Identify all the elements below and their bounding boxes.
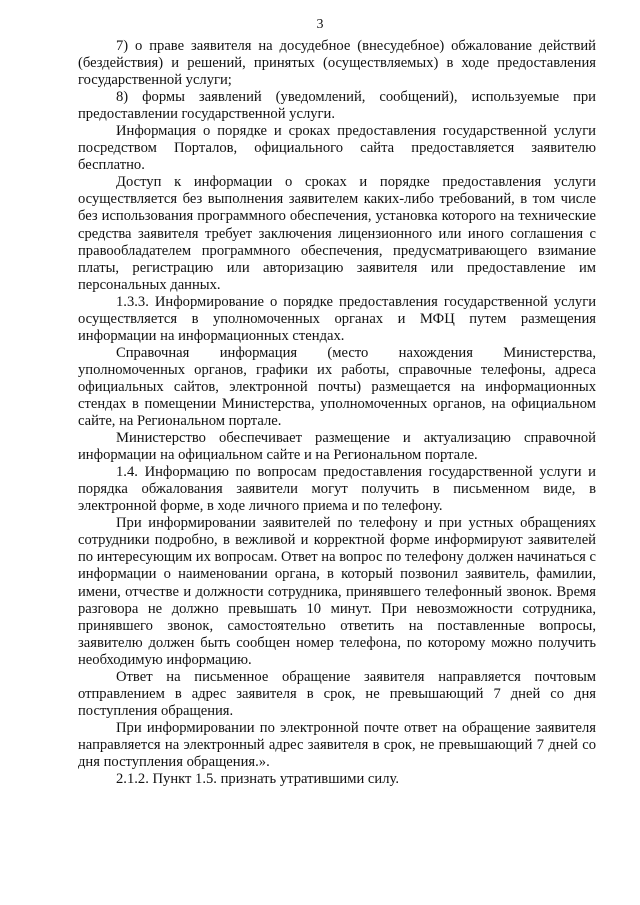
paragraph-written-reply: Ответ на письменное обращение заявителя направляется почтовым отправлением в адрес заявителя в срок, не превышающий 7 дней со дня поступления обращения. [78,668,596,719]
paragraph-1-3-3: 1.3.3. Информирование о порядке предоставления государственной услуги осуществляется в уполномоченных органах и МФЦ путем размещения информации на информационных стендах. [78,293,596,344]
paragraph-item-8: 8) формы заявлений (уведомлений, сообщений), используемые при предоставлении государственной услуги. [78,89,596,123]
page-number: 3 [316,17,324,32]
paragraph-ministry-updates: Министерство обеспечивает размещение и актуализацию справочной информации на официальном сайте и на Региональном портале. [78,430,596,464]
paragraph-email-reply: При информировании по электронной почте ответ на обращение заявителя направляется на электронный адрес заявителя в срок, не превышающий 7 дней со дня поступления обращения.». [78,719,596,770]
paragraph-item-7: 7) о праве заявителя на досудебное (внесудебное) обжалование действий (бездействия) и решений, принятых (осуществляемых) в ходе предоставления государственной услуги; [78,38,596,89]
paragraph-access-info: Доступ к информации о сроках и порядке предоставления услуги осуществляется без выполнения заявителем каких-либо требований, в том числе без использования программного обеспечения, установка которого на технические средства заявителя требует заключения лицензионного или иного соглашения с правообладателем программного обеспечения, предусматривающего взимание платы, регистрацию или авторизацию заявителя или предоставление им персональных данных. [78,174,596,293]
paragraph-phone-info: При информировании заявителей по телефону и при устных обращениях сотрудники подробно, в вежливой и корректной форме информируют заявителей по интересующим их вопросам. Ответ на вопрос по телефону должен начинаться с информации о наименовании органа, в который позвонил заявитель, фамилии, имени, отчестве и должности сотрудника, принявшего телефонный звонок. Время разговора не должно превышать 10 минут. При невозможности сотрудника, принявшего звонок, самостоятельно ответить на поставленные вопросы, заявителю должен быть сообщен номер телефона, по которому можно получить необходимую информацию. [78,515,597,668]
paragraph-2-1-2: 2.1.2. Пункт 1.5. признать утратившими силу. [116,771,399,788]
document-body [78,38,596,788]
paragraph-1-4: 1.4. Информацию по вопросам предоставления государственной услуги и порядка обжалования заявители могут получить в письменном виде, в электронной форме, в ходе личного приема и по телефону. [78,464,596,515]
paragraph-portal-info: Информация о порядке и сроках предоставления государственной услуги посредством Порталов, официального сайта предоставляется заявителю бесплатно. [78,123,596,174]
paragraph-reference-info: Справочная информация (место нахождения Министерства, уполномоченных органов, графики их работы, справочные телефоны, адреса официальных сайтов, электронной почты) размещается на информационных стендах в помещении Министерства, уполномоченных органов, на официальном сайте, на Региональном портале. [78,344,596,430]
